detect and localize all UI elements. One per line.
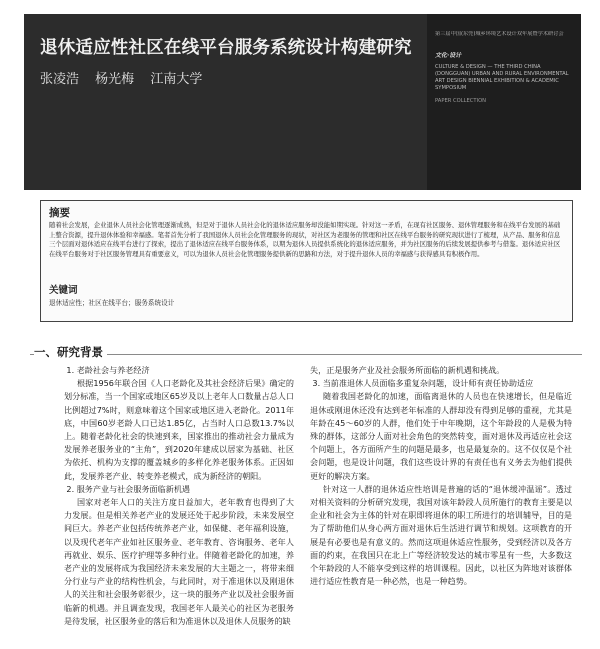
- header-banner: [24, 14, 581, 190]
- banner-side-panel: [427, 14, 581, 190]
- banner-brand: 文化·设计: [435, 52, 462, 59]
- subsection-heading: 1. 老龄社会与养老经济: [66, 365, 150, 375]
- body-paragraph: 针对这一人群的退休适应性培训是普遍的话的“退休缓冲温谣”。透过对相关资料的分析研究发现，我国对该年龄段人员所施行的教育主要是以企业和社会为主体的针对在职即将退休的职工所进行的培训辅导，目的是为了帮助他们从身心两方面对退休后生活进行调节和规划。这项教育的开展是有必要也是有意义的。然而这项退休适应性服务，受到经济以及各方面的约束，在我国只在北上广等经济较发达的城市零星有一些，大多数这个年龄段的人不能享受到这样的培训课程。因此，以社区为阵地对该群体进行适应性教育是一种必然，也是一种趋势。: [310, 483, 572, 587]
- author-name: 张凌浩: [40, 72, 80, 87]
- abstract-heading: 摘要: [49, 207, 70, 219]
- abstract-text: 随着社会发展，企业退休人员社会化管理逐渐成熟，但是对于退休人员社会化的退休适应服务却没能如期实现。针对这一矛盾，在现有社区服务、退休管理服务和在线平台发展的基础上整合资源，提升退休体验和幸福感。笔者首先分析了我国退休人员社会化管理服务的现状，对社区为老服务的管理和社区在线平台服务的研究现状进行了梳理，从产品、服务和信息三个层面对退休适应在线平台进行了探索，提出了退休适应在线平台服务体系，以期为退休人员提供系统化的退休适应服务，并为社区服务的后续发展提供参考与借鉴。退休适应社区在线平台服务对于社区服务管理具有重要意义，可以为退休人员社会化管理服务提供新的思路和方法，对于提升退休人员的幸福感与获得感具有积极作用。: [49, 221, 561, 258]
- section-divider: [30, 354, 582, 355]
- banner-conference-name: 第三届中国(东莞)城乡环境艺术设计双年展暨学术研讨会: [435, 31, 564, 37]
- author-line: [40, 68, 214, 87]
- paper-title: 退休适应性社区在线平台服务系统设计构建研究: [40, 38, 412, 58]
- section-heading: 一、研究背景: [34, 344, 107, 360]
- body-column-right: [310, 364, 572, 588]
- banner-english-text: CULTURE & DESIGN — THE THIRD CHINA (DONGGUAN) URBAN AND RURAL ENVIRONMENTAL ART DESIGN BIENNIAL EXHIBITION & ACADEMIC SYMPOSIUM: [435, 64, 569, 91]
- body-paragraph: 根据1956年联合国《人口老龄化及其社会经济后果》确定的划分标准，当一个国家或地区65岁及以上老年人口数量占总人口比例超过7%时，则意味着这个国家或地区进入老龄化。2011年底，中国60岁老龄人口已达1.85亿，占当时人口总数13.7%以上。随着老龄化社会的快速到来，国家推出的推动社会力量成为发展养老服务业的“主角”，到2020年建成以居家为基础、社区为依托、机构为支撑的覆盖城乡的多样化养老服务体系。正因如此，发展养老产业、转变养老模式，成为新经济的朝阳。: [64, 378, 294, 481]
- body-paragraph: 随着我国老龄化的加速，面临离退休的人员也在快速增长，但是临近退休或刚退休还没有达到老年标准的人群却没有得到足够的重视，尤其是年龄在45～60岁的人群，他们处于中年晚期，这个年龄段的人是极为特殊的群体，这部分人面对社会角色的突然转变，面对退休及再适应社会这个问题上，各方面所产生的问题是最多，也是最复杂的。这不仅仅是个社会问题，也是设计问题，我们这些设计界的有责任也有义务去为他们提供更好的解决方案。: [310, 391, 572, 481]
- body-paragraph: 失，正是服务产业及社会服务所面临的新机遇和挑战。: [310, 365, 505, 375]
- body-paragraph: 国家对老年人口的关注方度日益加大，老年教育也得到了大力发展。但是相关养老产业的发展还处于起步阶段，未来发展空间巨大。养老产业包括传统养老产业，如保健、老年福利设施，以及现代老年产业如社区服务业、老年教育、咨询服务、老年人再就业、娱乐、医疗护理等多种行业。伴随着老龄化的加速，养老产业的发展将成为我国经济未来发展的大主题之一，将带来细分行业与产业的结构性机会，与此同时，对于准退休以及刚退休人的关注和社会服务彰很少，这一块的服务产业以及社会服务面临新的机遇。并且调查发现，我国老年人最关心的社区为老服务是待发展，社区服务业的落后和为准退休以及退休人员服务的缺: [64, 497, 294, 626]
- subsection-heading: 3. 当前准退休人员面临多重复杂问题，设计师有责任协助适应: [312, 378, 534, 389]
- keywords-text: 退休适应性；社区在线平台；服务系统设计: [49, 299, 175, 307]
- keywords-heading: 关键词: [49, 285, 78, 296]
- abstract-box: [40, 200, 573, 322]
- subsection-heading: 2. 服务产业与社会服务面临新机遇: [66, 483, 191, 494]
- body-column-left: [64, 364, 294, 628]
- author-affiliation: 江南大学: [150, 72, 203, 87]
- banner-tag: PAPER COLLECTION: [435, 98, 487, 104]
- author-name: 杨光梅: [95, 72, 135, 87]
